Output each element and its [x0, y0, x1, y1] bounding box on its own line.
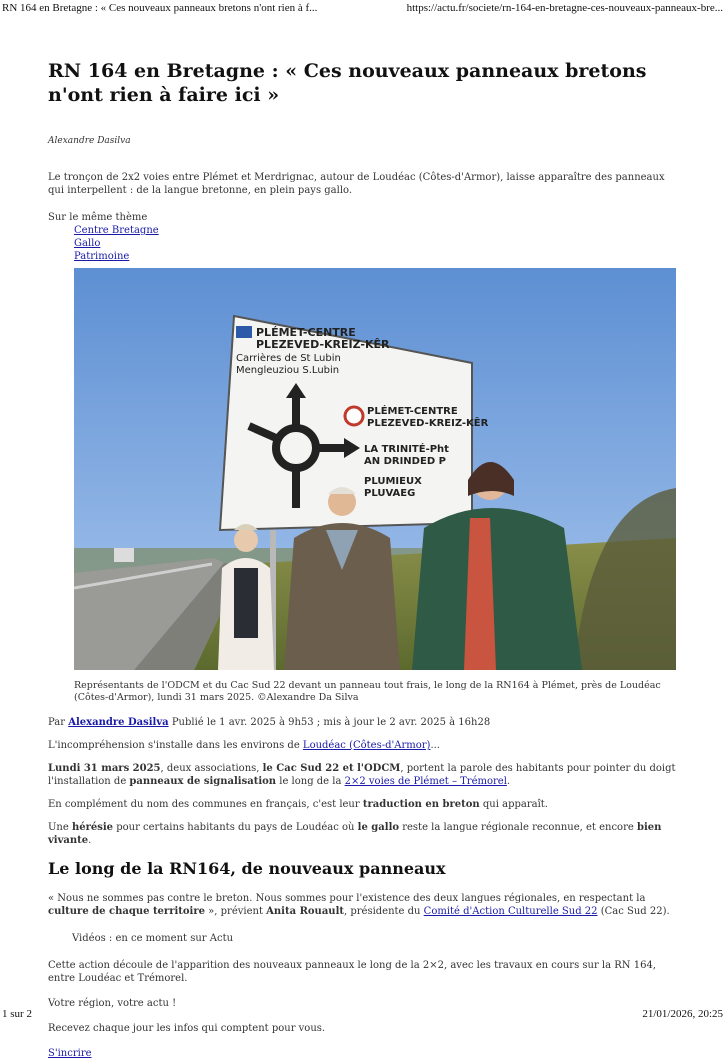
print-footer: [2, 1008, 723, 1022]
theme-link-patrimoine[interactable]: Patrimoine: [74, 251, 130, 263]
p4-b1: hérésie: [71, 821, 114, 833]
sign-text-4: Mengleuziou S.Lubin: [236, 365, 340, 377]
p1-end: ...: [430, 739, 440, 751]
paragraph-3: [48, 798, 678, 811]
print-page-url: https://actu.fr/societe/rn-164-en-bretagne-ces-nouveaux-panneaux-bre...: [406, 2, 723, 14]
p5-b2: Anita Rouault: [266, 905, 344, 917]
related-themes-label: Sur le même thème: [48, 212, 148, 224]
p4-b3: bien vivante: [48, 821, 662, 846]
p4-t3: reste la langue régionale reconnue, et encore: [399, 821, 637, 833]
p3-b1: traduction en breton: [362, 798, 480, 810]
sign-text-10: PLUVAEG: [364, 488, 416, 500]
paragraph-6: Cette action découle de l'apparition des nouveaux panneaux le long de la 2×2, avec les travaux en cours sur la RN 164, entre Loudéac et Trémorel.: [48, 959, 656, 984]
article-lead: Le tronçon de 2x2 voies entre Plémet et Merdrignac, autour de Loudéac (Côtes-d'Armor), laisse apparaître des panneaux qui interpellent : de la langue bretonne, en plein pays gallo.: [48, 172, 665, 197]
byline: [48, 716, 678, 729]
p1-text: L'incompréhension s'installe dans les environs de: [48, 739, 303, 751]
byline-par: Par: [48, 716, 66, 728]
photo-caption: Représentants de l'ODCM et du Cac Sud 22 devant un panneau tout frais, le long de la RN164 à Plémet, près de Loudéac (Côtes-d'Armor), lundi 31 mars 2025. ©Alexandre Da Silva: [74, 680, 661, 704]
p5-t3: , présidente du: [343, 905, 424, 917]
p5-t4: (Cac Sud 22).: [597, 905, 670, 917]
subscribe-link[interactable]: S'incrire: [48, 1047, 92, 1059]
loudeac-link[interactable]: Loudéac (Côtes-d'Armor): [302, 739, 431, 751]
p5-t2: », prévient: [204, 905, 267, 917]
print-datetime: 21/01/2026, 20:25: [642, 1008, 723, 1020]
p5-t1: « Nous ne sommes pas contre le breton. Nous sommes pour l'existence des deux langues régionales, en respectant la: [48, 892, 646, 904]
p2-end: .: [506, 775, 511, 787]
paragraph-4: [48, 821, 678, 847]
sign-text-1: PLÉMET-CENTRE: [256, 326, 356, 340]
author-link[interactable]: Alexandre Dasilva: [68, 716, 169, 728]
p2-b1: Lundi 31 mars 2025: [48, 762, 161, 774]
p4-t2: pour certains habitants du pays de Loudéac où: [113, 821, 358, 833]
p3-t1: En complément du nom des communes en français, c'est leur: [48, 798, 363, 810]
theme-link-gallo[interactable]: Gallo: [74, 238, 101, 250]
sign-text-2: PLEZEVED-KREIZ-KÊR: [256, 338, 390, 352]
article-photo: [74, 268, 676, 670]
paragraph-5: [48, 892, 678, 918]
p2-b2: le Cac Sud 22 et l'ODCM: [262, 762, 401, 774]
p2-t2: , portent la parole des habitants pour pointer du doigt l'installation de: [48, 762, 676, 787]
paragraph-8: Recevez chaque jour les infos qui comptent pour vous.: [48, 1022, 326, 1034]
page-count: 1 sur 2: [2, 1008, 32, 1020]
p5-b1: culture de chaque territoire: [48, 905, 205, 917]
cac-link[interactable]: Comité d'Action Culturelle Sud 22: [423, 905, 598, 917]
sign-text-9: PLUMIEUX: [364, 476, 422, 488]
byline-dates: Publié le 1 avr. 2025 à 9h53 ; mis à jour le 2 avr. 2025 à 16h28: [171, 716, 491, 728]
sign-text-8: AN DRINDED P: [364, 456, 446, 468]
p2-t3: le long de la: [276, 775, 345, 787]
p4-t1: Une: [48, 821, 72, 833]
print-page-title: RN 164 en Bretagne : « Ces nouveaux panneaux bretons n'ont rien à f...: [2, 2, 318, 14]
sign-text-5: PLÉMET-CENTRE: [367, 406, 458, 418]
article-title: RN 164 en Bretagne : « Ces nouveaux panneaux bretons n'ont rien à faire ici »: [48, 60, 647, 106]
sign-text-7: LA TRINITÉ-Pht: [364, 444, 449, 456]
section-heading: Le long de la RN164, de nouveaux panneaux: [48, 858, 446, 878]
p3-t2: qui apparaît.: [479, 798, 548, 810]
paragraph-1: [48, 739, 678, 752]
print-header: [2, 2, 723, 16]
article-author: Alexandre Dasilva: [48, 135, 131, 146]
p2-b3: panneaux de signalisation: [129, 775, 277, 787]
related-themes: [48, 211, 678, 263]
voies-link[interactable]: 2×2 voies de Plémet – Trémorel: [344, 775, 507, 787]
p2-t1: , deux associations,: [160, 762, 263, 774]
videos-label: Vidéos : en ce moment sur Actu: [72, 932, 234, 944]
p4-b2: le gallo: [357, 821, 400, 833]
paragraph-2: [48, 762, 678, 788]
sign-text-3: Carrières de St Lubin: [236, 353, 341, 365]
p4-t4: .: [88, 834, 92, 846]
article: [48, 60, 678, 1060]
theme-link-centre-bretagne[interactable]: Centre Bretagne: [74, 225, 159, 237]
sign-text-6: PLEZEVED-KREIZ-KÊR: [367, 418, 489, 430]
paragraph-7: Votre région, votre actu !: [48, 997, 177, 1009]
